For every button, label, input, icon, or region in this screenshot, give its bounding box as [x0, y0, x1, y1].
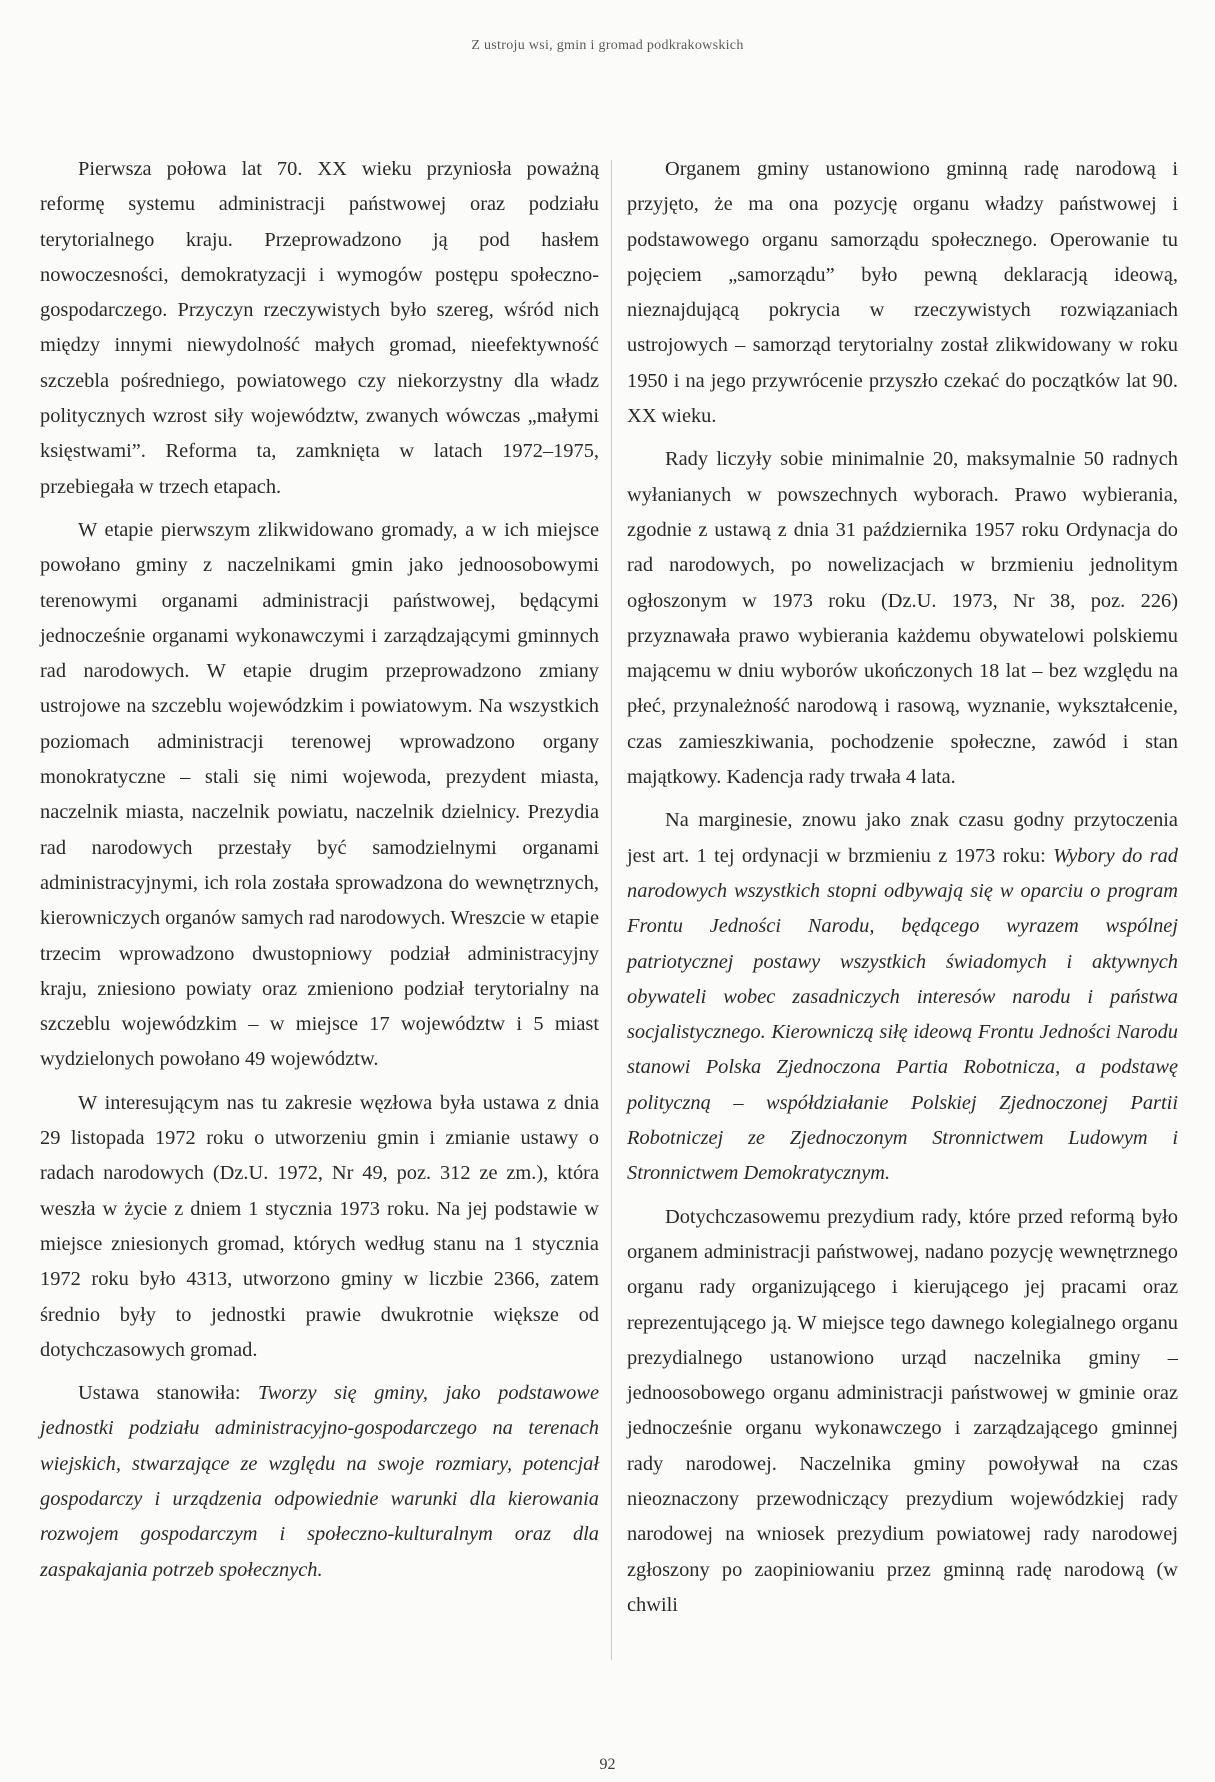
left-column [40, 152, 599, 1596]
paragraph: Organem gminy ustanowiono gminną radę narodową i przyjęto, że ma ona pozycję organu władzy państwowej i podstawowego organu samorządu społecznego. Operowanie tu pojęciem „samorządu” było pewną deklaracją ideową, nieznajdującą pokrycia w rzeczywistych rozwiązaniach ustrojowych – samorząd terytorialny został zlikwidowany w roku 1950 i na jego przywrócenie przyszło czekać do początków lat 90. XX wieku. [627, 158, 1178, 428]
paragraph-with-quote [40, 1376, 599, 1588]
ordinance-quote: Wybory do rad narodowych wszystkich stopni odbywają się w oparciu o program Frontu Jedności Narodu, będącego wyrazem wspólnej patriotycznej postawy wszystkich świadomych i aktywnych obywateli wobec zasadniczych interesów narodu i państwa socjalistycznego. Kierowniczą siłę ideową Frontu Jedności Narodu stanowi Polska Zjednoczona Partia Robotnicza, a podstawę polityczną – współdziałanie Polskiej Zjednoczonej Partii Robotniczej ze Zjednoczonym Stronnictwem Ludowym i Stronnictwem Demokratycznym. [627, 844, 1178, 1185]
quote-lead: Na marginesie, znowu jako znak czasu godny przytoczenia jest art. 1 tej ordynacji w brzmieniu z 1973 roku: [627, 809, 1178, 867]
column-divider [611, 160, 612, 1660]
statute-quote: Tworzy się gminy, jako podstawowe jednostki podziału administracyjno-gospodarczego na terenach wiejskich, stwarzające ze względu na swoje rozmiary, potencjał gospodarczy i urządzenia odpowiednie warunki dla kierowania rozwojem gospodarczym i społeczno-kulturalnym oraz dla zaspakajania potrzeb społecznych. [40, 1382, 599, 1581]
paragraph: Dotychczasowemu prezydium rady, które przed reformą było organem administracji państwowej, nadano pozycję wewnętrznego organu rady organizującego i kierującego jej pracami oraz reprezentującego ją. W miejsce tego dawnego kolegialnego organu prezydialnego ustanowiono urząd naczelnika gminy – jednoosobowego organu administracji państwowej w gminie oraz jednocześnie organu wykonawczego i zarządzającego gminnej rady narodowej. Naczelnika gminy powoływał na czas nieoznaczony przewodniczący prezydium wojewódzkiej rady narodowej na wniosek prezydium powiatowej rady narodowej zgłoszony po zaopiniowaniu przez gminną radę narodową (w chwili [627, 1205, 1178, 1616]
paragraph: Pierwsza połowa lat 70. XX wieku przyniosła poważną reformę systemu administracji państwowej oraz podziału terytorialnego kraju. Przeprowadzono ją pod hasłem nowoczesności, demokratyzacji i wymogów postępu społeczno-gospodarczego. Przyczyn rzeczywistych było szereg, wśród nich między innymi niewydolność małych gromad, nieefektywność szczebla pośredniego, powiatowego czy niekorzystny dla władz politycznych wzrost siły województw, zwanych wówczas „małymi księstwami”. Reforma ta, zamknięta w latach 1972–1975, przebiegała w trzech etapach. [40, 158, 599, 498]
page-number: 92 [599, 1756, 616, 1773]
paragraph-with-quote [627, 803, 1178, 1191]
paragraph: Rady liczyły sobie minimalnie 20, maksymalnie 50 radnych wyłanianych w powszechnych wyborach. Prawo wybierania, zgodnie z ustawą z dnia 31 października 1957 roku Ordynacja do rad narodowych, po nowelizacjach w brzmieniu jednolitym ogłoszonym w 1973 roku (Dz.U. 1973, Nr 38, poz. 226) przyznawała prawo wybierania każdemu obywatelowi polskiemu mającemu w dniu wyborów ukończonych 18 lat – bez względu na płeć, przynależność narodową i rasową, wyznanie, wykształcenie, czas zamieszkiwania, pochodzenie społeczne, zawód i stan majątkowy. Kadencja rady trwała 4 lata. [627, 448, 1178, 789]
right-column [627, 152, 1178, 1631]
paragraph: W interesującym nas tu zakresie węzłowa była ustawa z dnia 29 listopada 1972 roku o utworzeniu gmin i zmianie ustawy o radach narodowych (Dz.U. 1972, Nr 49, poz. 312 ze zm.), która weszła w życie z dniem 1 stycznia 1973 roku. Na jej podstawie w miejsce zniesionych gromad, których według stanu na 1 stycznia 1972 roku było 4313, utworzono gminy w liczbie 2366, zatem średnio były to jednostki prawie dwukrotnie większe od dotychczasowych gromad. [40, 1091, 599, 1361]
quote-lead: Ustawa stanowiła: [78, 1382, 258, 1405]
paragraph: W etapie pierwszym zlikwidowano gromady, a w ich miejsce powołano gminy z naczelnikami gmin jako jednoosobowymi terenowymi organami administracji państwowej, będącymi jednocześnie organami wykonawczymi i zarządzającymi gminnych rad narodowych. W etapie drugim przeprowadzono zmiany ustrojowe na szczeblu wojewódzkim i powiatowym. Na wszystkich poziomach administracji terenowej wprowadzono organy monokratyczne – stali się nimi wojewoda, prezydent miasta, naczelnik miasta, naczelnik powiatu, naczelnik dzielnicy. Prezydia rad narodowych przestały być samodzielnymi organami administracyjnymi, ich rola została sprowadzona do wewnętrznych, kierowniczych organów samych rad narodowych. Wreszcie w etapie trzecim wprowadzono dwustopniowy podział administracyjny kraju, zniesiono powiaty oraz zmieniono podział terytorialny na szczeblu wojewódzkim – w miejsce 17 województw i 5 miast wydzielonych powołano 49 województw. [40, 518, 599, 1071]
running-head: Z ustroju wsi, gmin i gromad podkrakowskich [471, 38, 744, 53]
